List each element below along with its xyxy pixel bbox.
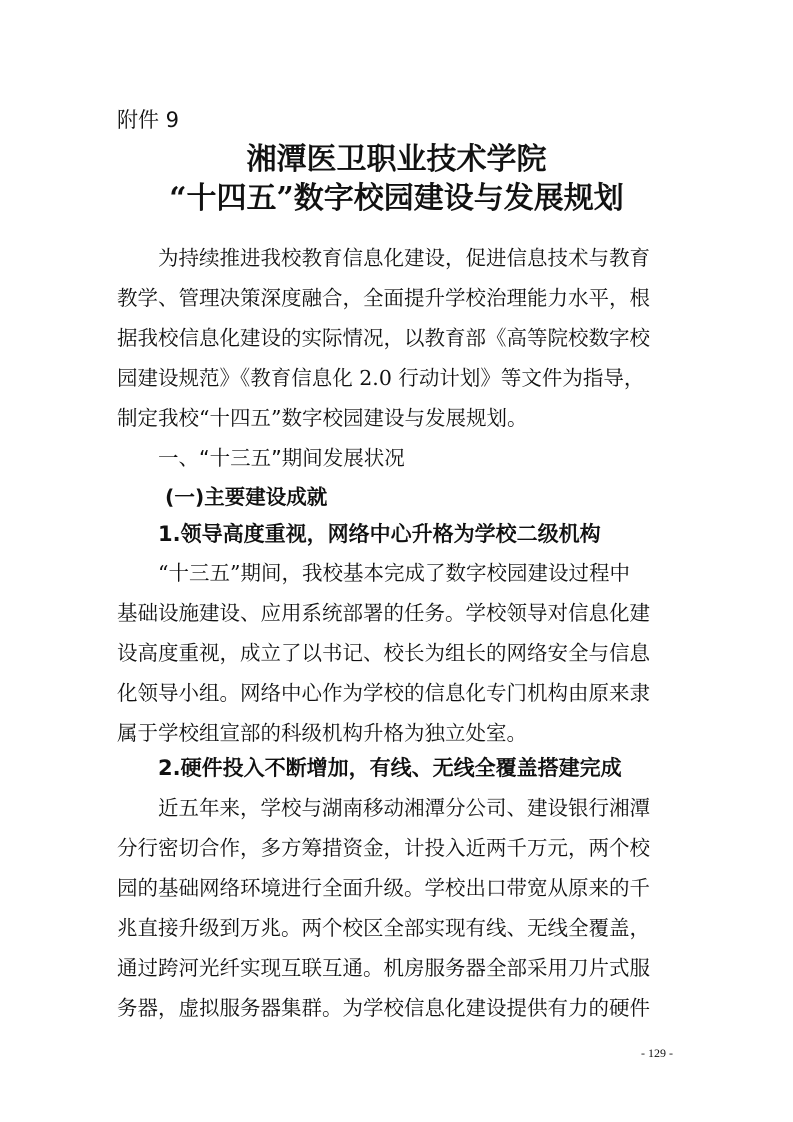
- paragraph-line: 设高度重视，成立了以书记、校长为组长的网络安全与信息: [117, 641, 650, 665]
- section-heading: 一、“十三五”期间发展状况: [158, 446, 405, 470]
- paragraph-line: 务器，虚拟服务器集群。为学校信息化建设提供有力的硬件: [117, 996, 650, 1020]
- intro-line: 园建设规范》《教育信息化 2.0 行动计划》等文件为指导，: [117, 366, 645, 390]
- intro-line: 教学、管理决策深度融合，全面提升学校治理能力水平，根: [117, 286, 650, 310]
- intro-line: 据我校信息化建设的实际情况，以教育部《高等院校数字校: [117, 326, 650, 350]
- annex-label: 附件 9: [117, 108, 180, 132]
- subsection-heading: (一)主要建设成就: [165, 485, 328, 509]
- intro-line: 为持续推进我校教育信息化建设，促进信息技术与教育: [158, 246, 650, 270]
- paragraph-line: 分行密切合作，多方筹措资金，计投入近两千万元，两个校: [117, 836, 650, 860]
- paragraph-line: 近五年来，学校与湖南移动湘潭分公司、建设银行湘潭: [158, 796, 650, 820]
- page-number: - 129 -: [641, 1046, 673, 1060]
- paragraph-line: 园的基础网络环境进行全面升级。学校出口带宽从原来的千: [117, 876, 650, 900]
- paragraph-line: 化领导小组。网络中心作为学校的信息化专门机构由原来隶: [117, 681, 650, 705]
- paragraph-line: “十三五”期间，我校基本完成了数字校园建设过程中: [158, 561, 630, 585]
- paragraph-line: 基础设施建设、应用系统部署的任务。学校领导对信息化建: [117, 601, 650, 625]
- intro-line: 制定我校“十四五”数字校园建设与发展规划。: [117, 406, 528, 430]
- paragraph-line: 通过跨河光纤实现互联互通。机房服务器全部采用刀片式服: [117, 956, 650, 980]
- paragraph-line: 兆直接升级到万兆。两个校区全部实现有线、无线全覆盖，: [117, 916, 650, 940]
- document-title-line-1: 湘潭医卫职业技术学院: [246, 142, 547, 177]
- paragraph-line: 属于学校组宣部的科级机构升格为独立处室。: [117, 721, 527, 745]
- document-title-line-2: “十四五”数字校园建设与发展规划: [169, 181, 624, 216]
- item-heading: 2.硬件投入不断增加，有线、无线全覆盖搭建完成: [158, 756, 622, 780]
- item-heading: 1.领导高度重视，网络中心升格为学校二级机构: [158, 522, 601, 546]
